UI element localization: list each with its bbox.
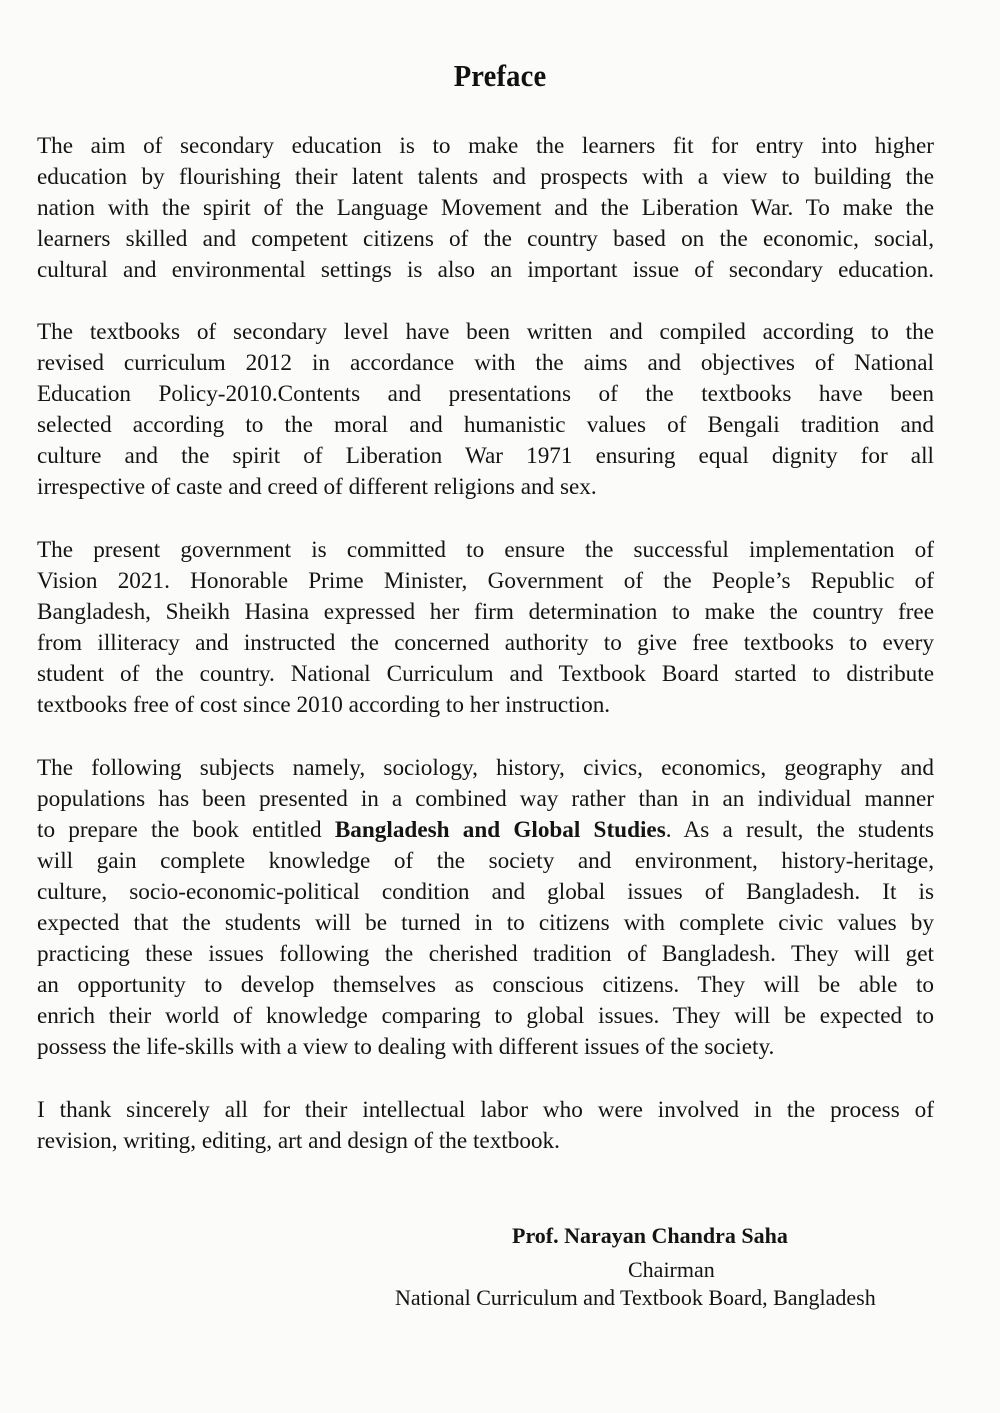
book-title: Bangladesh and Global Studies: [334, 817, 666, 843]
text-line: learners skilled and competent citizens of the country based on the economic, social,: [37, 226, 934, 252]
text-line: culture and the spirit of Liberation War 1971 ensuring equal dignity for all: [37, 443, 934, 469]
text-line: [37, 815, 934, 846]
text-line: expected that the students will be turned in to citizens with complete civic values by: [37, 910, 934, 936]
text-line: culture, socio-economic-political condition and global issues of Bangladesh. It is: [37, 879, 934, 905]
text-line: The following subjects namely, sociology, history, civics, economics, geography and: [37, 755, 934, 781]
text-line: an opportunity to develop themselves as conscious citizens. They will be able to: [37, 972, 934, 998]
text-line: The aim of secondary education is to make the learners fit for entry into higher: [37, 133, 934, 159]
text-run: . As a result, the students: [665, 817, 935, 843]
text-line: cultural and environmental settings is also an important issue of secondary education.: [37, 257, 934, 283]
text-line: The present government is committed to ensure the successful implementation of: [37, 537, 934, 563]
signatory-organization: National Curriculum and Textbook Board, Bangladesh: [395, 1285, 876, 1310]
paragraph-4: [37, 753, 934, 1063]
text-line: irrespective of caste and creed of different religions and sex.: [37, 474, 597, 500]
text-line: practicing these issues following the cherished tradition of Bangladesh. They will get: [37, 941, 934, 967]
text-line: selected according to the moral and humanistic values of Bengali tradition and: [37, 412, 934, 438]
page-title: Preface: [453, 58, 547, 93]
signatory-name: Prof. Narayan Chandra Saha: [512, 1223, 788, 1248]
paragraph-1: [37, 131, 934, 286]
paragraph-5: [37, 1095, 934, 1157]
paragraph-3: [37, 535, 934, 721]
text-line: student of the country. National Curriculum and Textbook Board started to distribute: [37, 661, 934, 687]
text-line: textbooks free of cost since 2010 according to her instruction.: [37, 692, 611, 718]
text-line: enrich their world of knowledge comparing to global issues. They will be expected to: [37, 1003, 934, 1029]
text-line: from illiteracy and instructed the concerned authority to give free textbooks to every: [37, 630, 934, 656]
signatory-role: Chairman: [628, 1257, 715, 1282]
text-line: populations has been presented in a combined way rather than in an individual manner: [37, 786, 934, 812]
paragraph-2: [37, 317, 934, 503]
text-line: will gain complete knowledge of the society and environment, history-heritage,: [37, 848, 934, 874]
text-line: I thank sincerely all for their intellectual labor who were involved in the process of: [37, 1097, 934, 1123]
text-line: Education Policy-2010.Contents and presentations of the textbooks have been: [37, 381, 934, 407]
text-line: revision, writing, editing, art and design of the textbook.: [37, 1128, 560, 1154]
text-line: Bangladesh, Sheikh Hasina expressed her firm determination to make the country free: [37, 599, 934, 625]
text-line: Vision 2021. Honorable Prime Minister, Government of the People’s Republic of: [37, 568, 934, 594]
text-line: possess the life-skills with a view to dealing with different issues of the society.: [37, 1034, 775, 1060]
text-run: to prepare the book entitled: [37, 817, 335, 843]
text-line: nation with the spirit of the Language Movement and the Liberation War. To make the: [37, 195, 934, 221]
text-line: revised curriculum 2012 in accordance with the aims and objectives of National: [37, 350, 934, 376]
text-line: The textbooks of secondary level have been written and compiled according to the: [37, 319, 934, 345]
text-line: education by flourishing their latent talents and prospects with a view to building the: [37, 164, 934, 190]
